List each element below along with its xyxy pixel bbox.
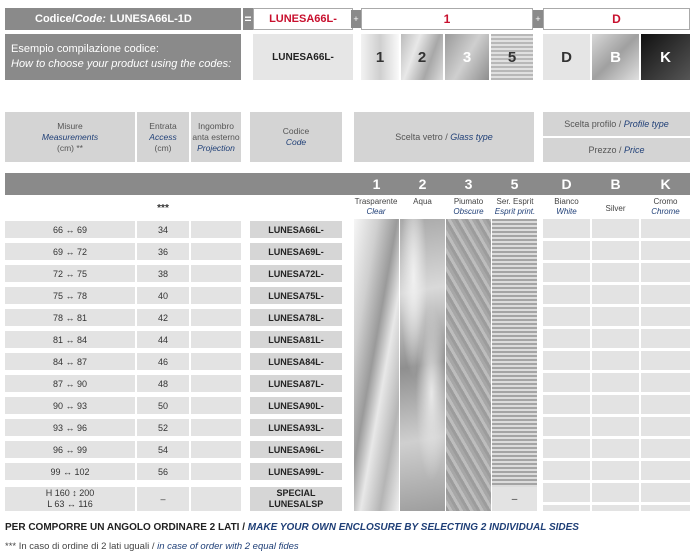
row-code: LUNESA81L- [250,331,342,348]
header-projection-it2: anta esterno [192,131,240,142]
row-measure: 96 ↔ 99 [5,441,135,458]
header-profile-en: Profile type [623,118,669,129]
example-title-en: How to choose your product using the codes: [11,58,232,70]
label-chrome-en: Chrome [651,207,680,216]
equals-sign: = [243,8,253,30]
stars-note: *** [157,203,169,214]
col-profile-b: B [610,176,621,192]
row-projection [191,243,241,260]
footer-line-2-en: in case of order with 2 equal fides [157,541,299,552]
header-profile-it: Scelta profilo / [564,118,622,129]
profile-tile-b-label: B [610,48,621,66]
label-esprit [490,197,540,217]
row-code: LUNESA75L- [250,287,342,304]
row-projection [191,463,241,480]
row-access: 42 [137,309,189,326]
row-code: LUNESA78L- [250,309,342,326]
header-code-en: Code [285,137,307,147]
label-silver [592,204,639,214]
header-price [543,138,690,162]
header-measurements-it: Misure [57,120,83,131]
col-glass-3: 3 [464,176,473,192]
code-banner [5,8,241,30]
header-access-en: Access [149,131,177,142]
header-glass-type [354,112,534,162]
row-code: LUNESA69L- [250,243,342,260]
row-measure: 75 ↔ 78 [5,287,135,304]
header-access-unit: (cm) [154,142,172,153]
header-access-it: Entrata [149,120,177,131]
col-profile-k: K [660,176,671,192]
profile-tile-d-label: D [561,48,572,66]
label-white-it: Bianco [554,197,579,206]
label-esprit-en: Esprit print. [494,207,536,216]
example-code: LUNESA66L- [253,34,353,80]
profile-tile-b [592,34,639,80]
label-aqua [400,197,445,207]
header-measurements-unit: (cm) ** [57,142,83,153]
special-code [250,487,342,511]
footer-line-1-en: MAKE YOUR OWN ENCLOSURE BY SELECTING 2 INDIVIDUAL SIDES [247,522,579,533]
header-glass-en: Glass type [450,131,493,142]
label-clear [352,197,400,217]
header-measurements [5,112,135,162]
row-measure: 99 ↔ 102 [5,463,135,480]
row-access: 38 [137,265,189,282]
row-measure: 69 ↔ 72 [5,243,135,260]
label-obscure-it: Piumato [453,197,484,206]
row-access: 34 [137,221,189,238]
glass-digit-box: 1 [361,8,533,30]
glass-tile-3 [445,34,489,80]
label-chrome [641,197,690,217]
code-value: LUNESA66L-1D [109,13,192,25]
label-obscure [446,197,491,217]
row-access: 36 [137,243,189,260]
row-code: LUNESA66L- [250,221,342,238]
row-measure: 87 ↔ 90 [5,375,135,392]
row-projection [191,331,241,348]
row-access: 46 [137,353,189,370]
row-code: LUNESA93L- [250,419,342,436]
row-projection [191,309,241,326]
row-access: 52 [137,419,189,436]
col-glass-5: 5 [510,176,519,192]
header-measurements-en: Measurements [41,131,99,142]
example-box [5,34,241,80]
row-projection [191,287,241,304]
label-white-en: White [556,207,577,216]
plus-sign-2: + [533,10,543,28]
header-access [137,112,189,162]
glass-tile-5-label: 5 [507,48,517,66]
profile-column-k [641,219,690,511]
row-code: LUNESA99L- [250,463,342,480]
label-aqua-it: Aqua [413,197,432,206]
row-access: 56 [137,463,189,480]
glass-swatch-esprit [492,219,537,487]
row-access: 48 [137,375,189,392]
header-projection [191,112,241,162]
plus-sign-1: + [351,10,361,28]
glass-swatch-clear [354,219,399,511]
row-projection [191,375,241,392]
row-projection [191,397,241,414]
special-measure-l: L 63 ↔ 116 [47,499,93,509]
row-code: LUNESA96L- [250,441,342,458]
special-projection [191,487,241,511]
footer-line-1 [5,522,579,533]
header-glass-it: Scelta vetro / [395,131,448,142]
label-white [543,197,590,217]
label-chrome-it: Cromo [653,197,678,206]
row-projection [191,265,241,282]
glass-tile-5 [491,34,533,80]
row-projection [191,441,241,458]
row-access: 44 [137,331,189,348]
row-measure: 90 ↔ 93 [5,397,135,414]
row-access: 54 [137,441,189,458]
row-projection [191,353,241,370]
footer-line-2-it: *** In caso di ordine di 2 lati uguali / [5,541,155,552]
glass-swatch-aqua [400,219,445,511]
glass-tile-1-label: 1 [375,48,385,66]
example-title-it: Esempio compilazione codice: [11,43,159,55]
col-profile-d: D [561,176,572,192]
profile-tile-k [641,34,690,80]
profile-letter-box: D [543,8,690,30]
special-code-1: SPECIAL [276,488,316,498]
row-access: 50 [137,397,189,414]
row-projection [191,221,241,238]
profile-column-d [543,219,590,511]
footer-line-1-it: PER COMPORRE UN ANGOLO ORDINARE 2 LATI / [5,522,246,533]
col-glass-2: 2 [418,176,427,192]
code-label-it: Codice/ [35,13,75,25]
label-obscure-en: Obscure [453,207,484,216]
header-price-it: Prezzo / [588,144,622,155]
profile-tile-k-label: K [660,48,671,66]
glass-tile-3-label: 3 [462,48,472,66]
row-measure: 84 ↔ 87 [5,353,135,370]
glass-tile-1 [361,34,399,80]
label-clear-it: Trasparente [354,197,398,206]
row-measure: 78 ↔ 81 [5,309,135,326]
profile-column-b [592,219,639,511]
glass-tile-2 [401,34,443,80]
row-measure: 81 ↔ 84 [5,331,135,348]
profile-tile-d [543,34,590,80]
row-access: 40 [137,287,189,304]
header-projection-it1: Ingombro [198,120,234,131]
header-price-en: Price [624,144,645,155]
row-measure: 66 ↔ 69 [5,221,135,238]
glass-tile-2-label: 2 [417,48,427,66]
special-code-2: LUNESALSP [268,499,324,509]
special-esprit-dash: – [492,487,537,511]
glass-swatch-obscure [446,219,491,511]
footer-line-2 [5,541,299,552]
special-access: – [137,487,189,511]
special-measure-h: H 160 ↕ 200 [45,488,95,498]
label-silver-it: Silver [605,204,626,213]
row-measure: 93 ↔ 96 [5,419,135,436]
row-projection [191,419,241,436]
row-code: LUNESA72L- [250,265,342,282]
header-code-it: Codice [282,126,310,136]
row-code: LUNESA90L- [250,397,342,414]
row-measure: 72 ↔ 75 [5,265,135,282]
header-profile-type [543,112,690,136]
label-clear-en: Clear [366,207,386,216]
header-projection-en: Projection [197,142,235,153]
base-code-box: LUNESA66L- [253,8,353,30]
label-esprit-it: Ser. Esprit [496,197,534,206]
special-measure [5,487,135,511]
row-code: LUNESA87L- [250,375,342,392]
code-label-en: Code: [74,13,106,25]
col-glass-1: 1 [372,176,381,192]
row-code: LUNESA84L- [250,353,342,370]
header-code [250,112,342,162]
